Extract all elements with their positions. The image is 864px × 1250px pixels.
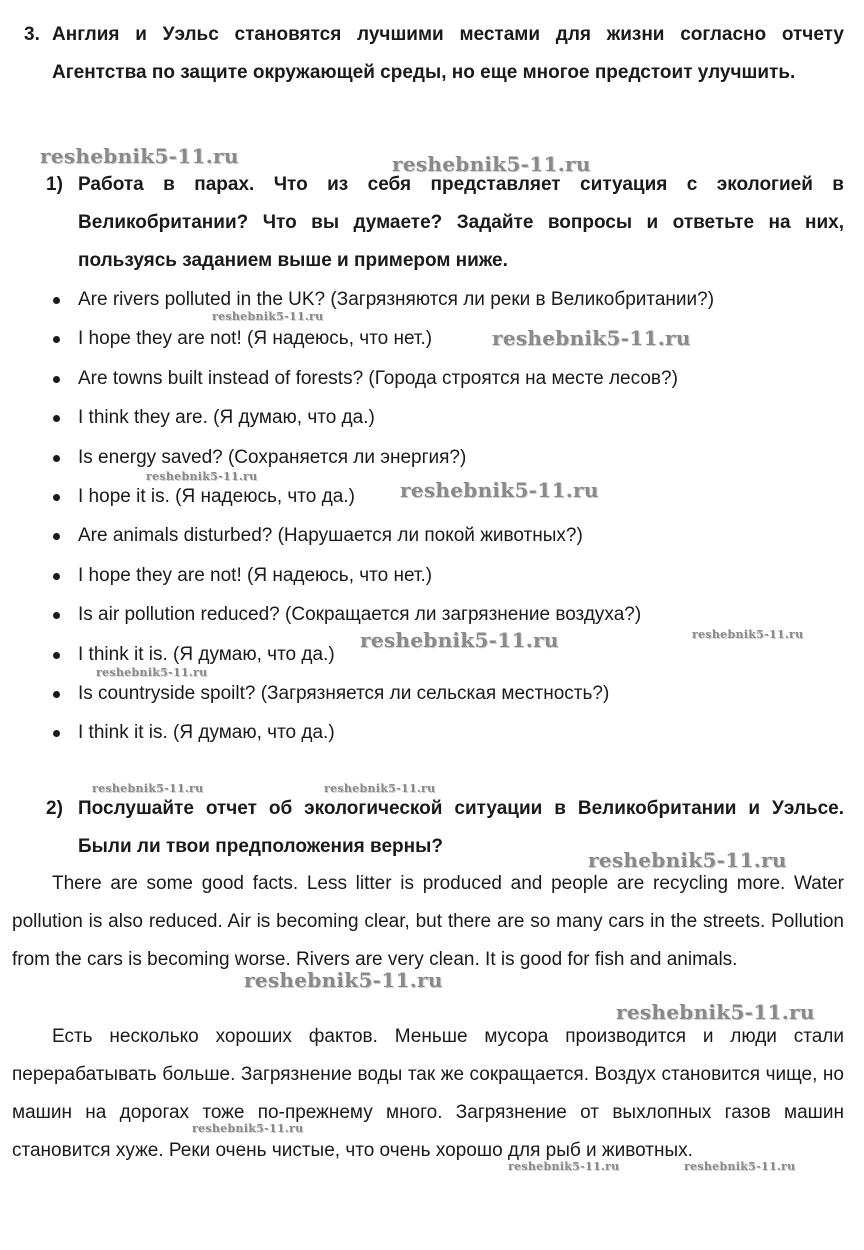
bullet-icon xyxy=(53,376,60,383)
list-item: I think they are. (Я думаю, что да.) xyxy=(50,398,840,437)
watermark: reshebnik5-11.ru xyxy=(492,326,691,350)
part1-number: 1) xyxy=(46,174,63,195)
part2-number: 2) xyxy=(46,798,63,819)
watermark: reshebnik5-11.ru xyxy=(244,968,443,992)
bullet-icon xyxy=(53,612,60,619)
list-item: I think it is. (Я думаю, что да.) xyxy=(50,635,840,674)
watermark: reshebnik5-11.ru xyxy=(40,144,239,168)
list-item: Are animals disturbed? (Нарушается ли покой животных?) xyxy=(50,516,840,555)
list-item: Is energy saved? (Сохраняется ли энергия?) xyxy=(50,438,840,477)
list-item: Are towns built instead of forests? (Города строятся на месте лесов?) xyxy=(50,359,840,398)
task-number: 3. xyxy=(24,24,40,45)
list-item: Is countryside spoilt? (Загрязняется ли сельская местность?) xyxy=(50,674,840,713)
bullet-icon xyxy=(53,533,60,540)
bullet-icon xyxy=(53,652,60,659)
list-item: I hope it is. (Я надеюсь, что да.) xyxy=(50,477,840,516)
part1-heading xyxy=(46,166,844,280)
qa-list xyxy=(50,280,840,753)
watermark: reshebnik5-11.ru xyxy=(192,1122,304,1135)
bullet-icon xyxy=(53,494,60,501)
list-item: Is air pollution reduced? (Сокращается ли загрязнение воздуха?) xyxy=(50,595,840,634)
watermark: reshebnik5-11.ru xyxy=(96,666,208,679)
watermark: reshebnik5-11.ru xyxy=(684,1160,796,1173)
watermark: reshebnik5-11.ru xyxy=(508,1160,620,1173)
watermark: reshebnik5-11.ru xyxy=(616,1000,815,1024)
paragraph-russian: Есть несколько хороших фактов. Меньше мусора производится и люди стали перерабатывать больше. Загрязнение воды так же сокращается. Воздух становится чище, но машин на дорогах тоже по-прежнему много. Загрязнение от выхлопных газов машин становится хуже. Реки очень чистые, что очень хорошо для рыб и животных. xyxy=(12,1026,844,1161)
bullet-icon xyxy=(53,415,60,422)
bullet-icon xyxy=(53,455,60,462)
watermark: reshebnik5-11.ru xyxy=(92,782,204,795)
bullet-icon xyxy=(53,297,60,304)
watermark: reshebnik5-11.ru xyxy=(692,628,804,641)
bullet-icon xyxy=(53,573,60,580)
watermark: reshebnik5-11.ru xyxy=(212,310,324,323)
watermark: reshebnik5-11.ru xyxy=(400,478,599,502)
watermark: reshebnik5-11.ru xyxy=(392,152,591,176)
watermark: reshebnik5-11.ru xyxy=(146,470,258,483)
list-item: Are rivers polluted in the UK? (Загрязняются ли реки в Великобритании?) xyxy=(50,280,840,319)
part1-instruction: Работа в парах. Что из себя представляет ситуация с экологией в Великобритании? Что вы думаете? Задайте вопросы и ответьте на них, пользуясь заданием выше и примером ниже. xyxy=(78,174,844,271)
watermark: reshebnik5-11.ru xyxy=(360,628,559,652)
bullet-icon xyxy=(53,730,60,737)
list-item: I think it is. (Я думаю, что да.) xyxy=(50,713,840,752)
list-item: I hope they are not! (Я надеюсь, что нет.) xyxy=(50,319,840,358)
paragraph-english: There are some good facts. Less litter is produced and people are recycling more. Water pollution is also reduced. Air is becoming clear, but there are so many cars in the streets. Pollution from the cars is becoming worse. Rivers are very clean. It is good for fish and animals. xyxy=(12,873,844,970)
watermark: reshebnik5-11.ru xyxy=(588,848,787,872)
task-heading xyxy=(24,16,844,92)
task-text: Англия и Уэльс становятся лучшими местами для жизни согласно отчету Агентства по защите окружающей среды, но еще многое предстоит улучшить. xyxy=(52,24,844,83)
bullet-icon xyxy=(53,691,60,698)
list-item: I hope they are not! (Я надеюсь, что нет.) xyxy=(50,556,840,595)
bullet-icon xyxy=(53,336,60,343)
part2-instruction: Послушайте отчет об экологической ситуации в Великобритании и Уэльсе. Были ли твои предположения верны? xyxy=(78,798,844,857)
watermark: reshebnik5-11.ru xyxy=(324,782,436,795)
